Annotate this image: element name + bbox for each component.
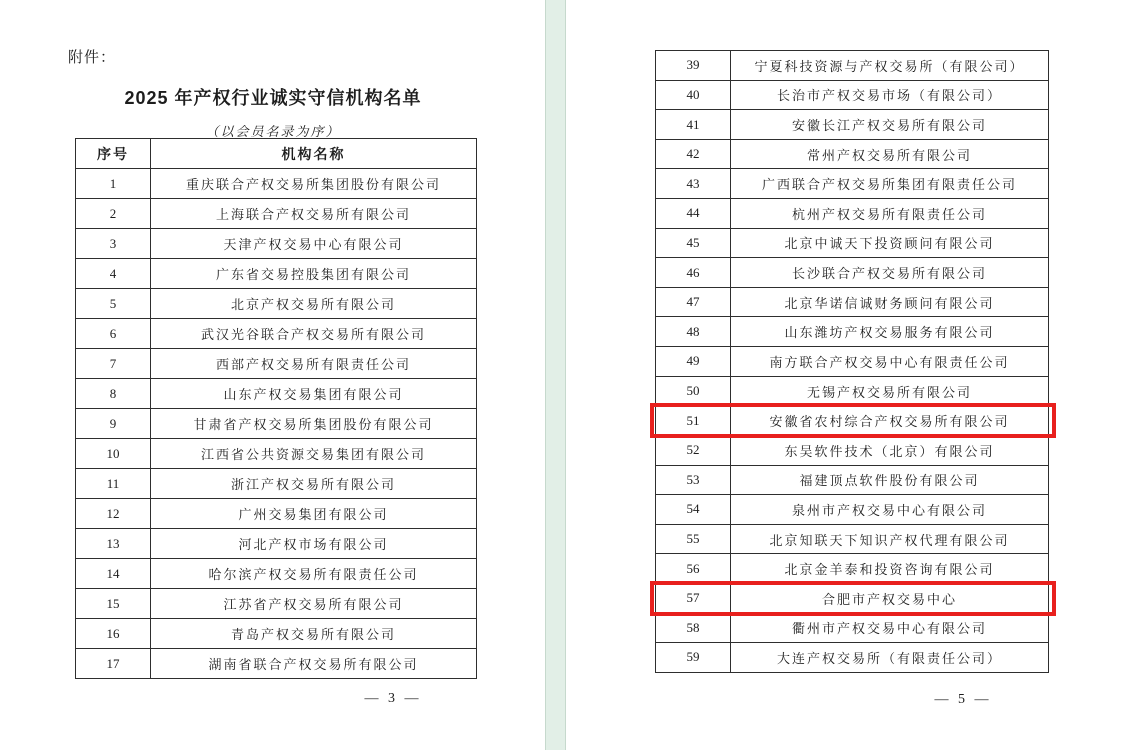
table-row: [76, 439, 477, 469]
row-serial-number: 4: [76, 259, 151, 289]
row-serial-number: 9: [76, 409, 151, 439]
row-serial-number: 16: [76, 619, 151, 649]
row-institution-name: 山东产权交易集团有限公司: [151, 379, 477, 409]
row-institution-name: 安徽长江产权交易所有限公司: [731, 110, 1049, 140]
row-serial-number: 14: [76, 559, 151, 589]
table-row: [76, 289, 477, 319]
row-institution-name: 东吴软件技术（北京）有限公司: [731, 436, 1049, 466]
row-serial-number: 11: [76, 469, 151, 499]
table-row: [656, 258, 1049, 288]
table-row: [656, 81, 1049, 111]
row-serial-number: 1: [76, 169, 151, 199]
row-institution-name: 合肥市产权交易中心: [731, 584, 1049, 614]
table-row: [76, 229, 477, 259]
table-row: [76, 469, 477, 499]
row-serial-number: 56: [656, 554, 731, 584]
table-row: [76, 529, 477, 559]
page-number-right: — 5 —: [934, 692, 992, 707]
row-institution-name: 青岛产权交易所有限公司: [151, 619, 477, 649]
row-serial-number: 6: [76, 319, 151, 349]
page-divider-strip: [545, 0, 566, 750]
table-row: [656, 436, 1049, 466]
row-institution-name: 安徽省农村综合产权交易所有限公司: [731, 406, 1049, 436]
row-institution-name: 江苏省产权交易所有限公司: [151, 589, 477, 619]
row-institution-name: 无锡产权交易所有限公司: [731, 377, 1049, 407]
table-row: [656, 643, 1049, 673]
row-institution-name: 长治市产权交易市场（有限公司）: [731, 81, 1049, 111]
row-serial-number: 39: [656, 51, 731, 81]
row-serial-number: 57: [656, 584, 731, 614]
row-serial-number: 42: [656, 140, 731, 170]
row-institution-name: 河北产权市场有限公司: [151, 529, 477, 559]
row-serial-number: 3: [76, 229, 151, 259]
table-row: [656, 614, 1049, 644]
table-row: [76, 379, 477, 409]
table-row: [76, 499, 477, 529]
table-row: [656, 229, 1049, 259]
row-serial-number: 54: [656, 495, 731, 525]
row-institution-name: 山东潍坊产权交易服务有限公司: [731, 317, 1049, 347]
table-row: [76, 349, 477, 379]
row-institution-name: 北京金羊泰和投资咨询有限公司: [731, 554, 1049, 584]
row-institution-name: 浙江产权交易所有限公司: [151, 469, 477, 499]
table-row: [656, 466, 1049, 496]
table-row: [656, 554, 1049, 584]
table-row: [76, 409, 477, 439]
table-row: [656, 525, 1049, 555]
table-row-highlighted: [656, 406, 1049, 436]
table-row: [76, 619, 477, 649]
row-serial-number: 12: [76, 499, 151, 529]
row-institution-name: 杭州产权交易所有限责任公司: [731, 199, 1049, 229]
table-row: [76, 649, 477, 679]
row-serial-number: 58: [656, 614, 731, 644]
row-institution-name: 北京产权交易所有限公司: [151, 289, 477, 319]
row-institution-name: 重庆联合产权交易所集团股份有限公司: [151, 169, 477, 199]
table-row: [656, 199, 1049, 229]
table-row: [656, 495, 1049, 525]
row-serial-number: 55: [656, 525, 731, 555]
row-serial-number: 5: [76, 289, 151, 319]
table-row: [76, 199, 477, 229]
table-row: [656, 51, 1049, 81]
table-row: [76, 559, 477, 589]
row-institution-name: 西部产权交易所有限责任公司: [151, 349, 477, 379]
row-institution-name: 甘肃省产权交易所集团股份有限公司: [151, 409, 477, 439]
header-serial: 序号: [76, 139, 151, 169]
row-serial-number: 51: [656, 406, 731, 436]
row-serial-number: 52: [656, 436, 731, 466]
row-serial-number: 2: [76, 199, 151, 229]
table-row: [656, 377, 1049, 407]
table-row: [76, 589, 477, 619]
row-institution-name: 福建顶点软件股份有限公司: [731, 466, 1049, 496]
row-serial-number: 40: [656, 81, 731, 111]
row-serial-number: 45: [656, 229, 731, 259]
attachment-label: 附件：: [68, 50, 117, 66]
table-header-row: [76, 139, 477, 169]
row-institution-name: 江西省公共资源交易集团有限公司: [151, 439, 477, 469]
row-serial-number: 43: [656, 169, 731, 199]
row-institution-name: 广州交易集团有限公司: [151, 499, 477, 529]
row-serial-number: 47: [656, 288, 731, 318]
row-institution-name: 南方联合产权交易中心有限责任公司: [731, 347, 1049, 377]
table-row: [76, 169, 477, 199]
row-serial-number: 53: [656, 466, 731, 496]
row-institution-name: 湖南省联合产权交易所有限公司: [151, 649, 477, 679]
row-serial-number: 41: [656, 110, 731, 140]
table-row: [656, 110, 1049, 140]
row-institution-name: 上海联合产权交易所有限公司: [151, 199, 477, 229]
row-serial-number: 46: [656, 258, 731, 288]
row-serial-number: 13: [76, 529, 151, 559]
row-institution-name: 广东省交易控股集团有限公司: [151, 259, 477, 289]
row-serial-number: 59: [656, 643, 731, 673]
row-institution-name: 北京知联天下知识产权代理有限公司: [731, 525, 1049, 555]
left-page-header: [68, 46, 478, 140]
table-row: [656, 317, 1049, 347]
table-row: [76, 319, 477, 349]
row-institution-name: 长沙联合产权交易所有限公司: [731, 258, 1049, 288]
row-institution-name: 泉州市产权交易中心有限公司: [731, 495, 1049, 525]
row-institution-name: 广西联合产权交易所集团有限责任公司: [731, 169, 1049, 199]
row-institution-name: 北京中诚天下投资顾问有限公司: [731, 229, 1049, 259]
row-serial-number: 50: [656, 377, 731, 407]
table-row: [656, 347, 1049, 377]
header-institution-name: 机构名称: [151, 139, 477, 169]
row-serial-number: 8: [76, 379, 151, 409]
row-institution-name: 大连产权交易所（有限责任公司）: [731, 643, 1049, 673]
row-serial-number: 49: [656, 347, 731, 377]
table-row: [656, 169, 1049, 199]
row-institution-name: 武汉光谷联合产权交易所有限公司: [151, 319, 477, 349]
institutions-table-left: [75, 138, 477, 679]
row-institution-name: 天津产权交易中心有限公司: [151, 229, 477, 259]
row-institution-name: 北京华诺信诚财务顾问有限公司: [731, 288, 1049, 318]
table-row: [656, 288, 1049, 318]
row-serial-number: 7: [76, 349, 151, 379]
table-row-highlighted: [656, 584, 1049, 614]
row-serial-number: 17: [76, 649, 151, 679]
page-title: 2025 年产权行业诚实守信机构名单: [124, 88, 422, 108]
row-serial-number: 44: [656, 199, 731, 229]
row-institution-name: 哈尔滨产权交易所有限责任公司: [151, 559, 477, 589]
row-serial-number: 10: [76, 439, 151, 469]
row-institution-name: 宁夏科技资源与产权交易所（有限公司）: [731, 51, 1049, 81]
row-institution-name: 常州产权交易所有限公司: [731, 140, 1049, 170]
table-row: [76, 259, 477, 289]
row-serial-number: 15: [76, 589, 151, 619]
row-serial-number: 48: [656, 317, 731, 347]
page-subtitle: （以会员名录为序）: [205, 124, 341, 139]
institutions-table-right: [655, 50, 1049, 673]
row-institution-name: 衢州市产权交易中心有限公司: [731, 614, 1049, 644]
table-row: [656, 140, 1049, 170]
page-number-left: — 3 —: [364, 691, 422, 706]
